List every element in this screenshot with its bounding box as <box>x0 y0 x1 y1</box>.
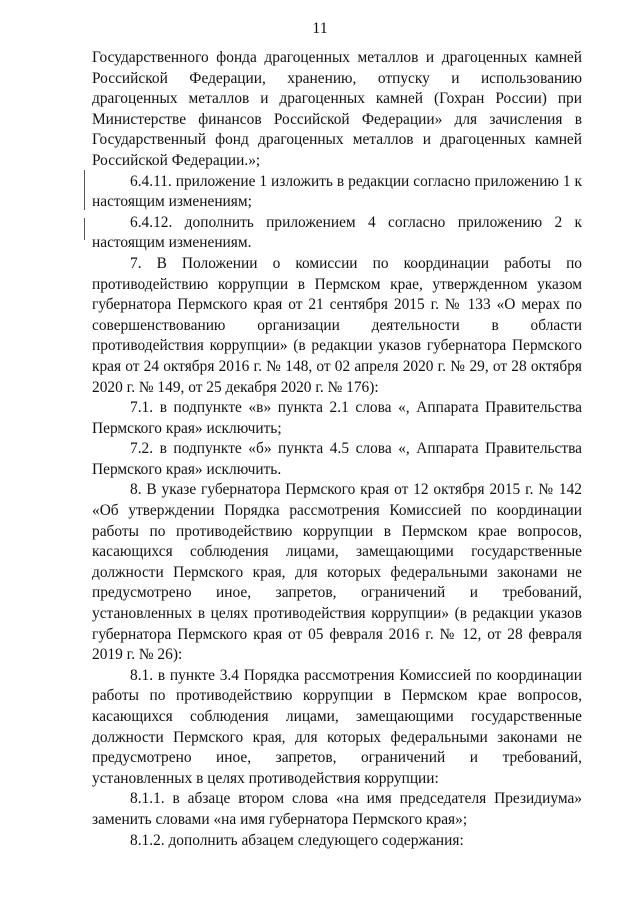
paragraph: 8. В указе губернатора Пермского края от 12 октября 2015 г. № 142 «Об утверждении Порядка рассмотрения Комиссией по координации работы по противодействию коррупции в Пермском крае вопросов, касающихся соблюдения лицами, замещающими государственные должности Пермского края, для которых федеральными законами не предусмотрено иное, запретов, ограничений и требований, установленных в целях противодействия коррупции» (в редакции указов губернатора Пермского края от 05 февраля 2016 г. № 12, от 28 февраля 2019 г. № 26): <box>92 481 582 664</box>
paragraph: 8.1. в пункте 3.4 Порядка рассмотрения Комиссией по координации работы по противодействию коррупции в Пермском крае вопросов, касающихся соблюдения лицами, замещающими государственные должности Пермского края, для которых федеральными законами не предусмотрено иное, запретов, ограничений и требований, установленных в целях противодействия коррупции: <box>92 666 582 787</box>
paragraph: 7.1. в подпункте «в» пункта 2.1 слова «, Аппарата Правительства Пермского края» исключить; <box>92 399 582 437</box>
paragraph: 7.2. в подпункте «б» пункта 4.5 слова «, Аппарата Правительства Пермского края» исключить. <box>92 440 582 478</box>
paragraph: 6.4.12. дополнить приложением 4 согласно приложению 2 к настоящим изменениям. <box>92 213 582 252</box>
paragraph: 6.4.11. приложение 1 изложить в редакции согласно приложению 1 к настоящим изменениям; <box>92 172 582 211</box>
page-number: 11 <box>312 20 328 37</box>
document-body <box>92 48 582 851</box>
margin-mark <box>84 170 85 210</box>
paragraph: 7. В Положении о комиссии по координации работы по противодействию коррупции в Пермском крае, утвержденном указом губернатора Пермского края от 21 сентября 2015 г. № 133 «О мерах по совершенствованию организации деятельности в области противодействия коррупции» (в редакции указов губернатора Пермского края от 24 октября 2016 г. № 148, от 02 апреля 2020 г. № 29, от 28 октября 2020 г. № 149, от 25 декабря 2020 г. № 176): <box>92 254 582 396</box>
margin-mark <box>84 218 85 240</box>
paragraph: 8.1.1. в абзаце втором слова «на имя председателя Президиума» заменить словами «на имя губернатора Пермского края»; <box>92 790 582 828</box>
paragraph: Государственного фонда драгоценных металлов и драгоценных камней Российской Федерации, хранению, отпуску и использованию драгоценных металлов и драгоценных камней (Гохран России) при Министерстве финансов Российской Федерации» для зачисления в Государственный фонд драгоценных металлов и драгоценных камней Российской Федерации.»; <box>92 49 582 169</box>
paragraph: 8.1.2. дополнить абзацем следующего содержания: <box>130 831 464 849</box>
